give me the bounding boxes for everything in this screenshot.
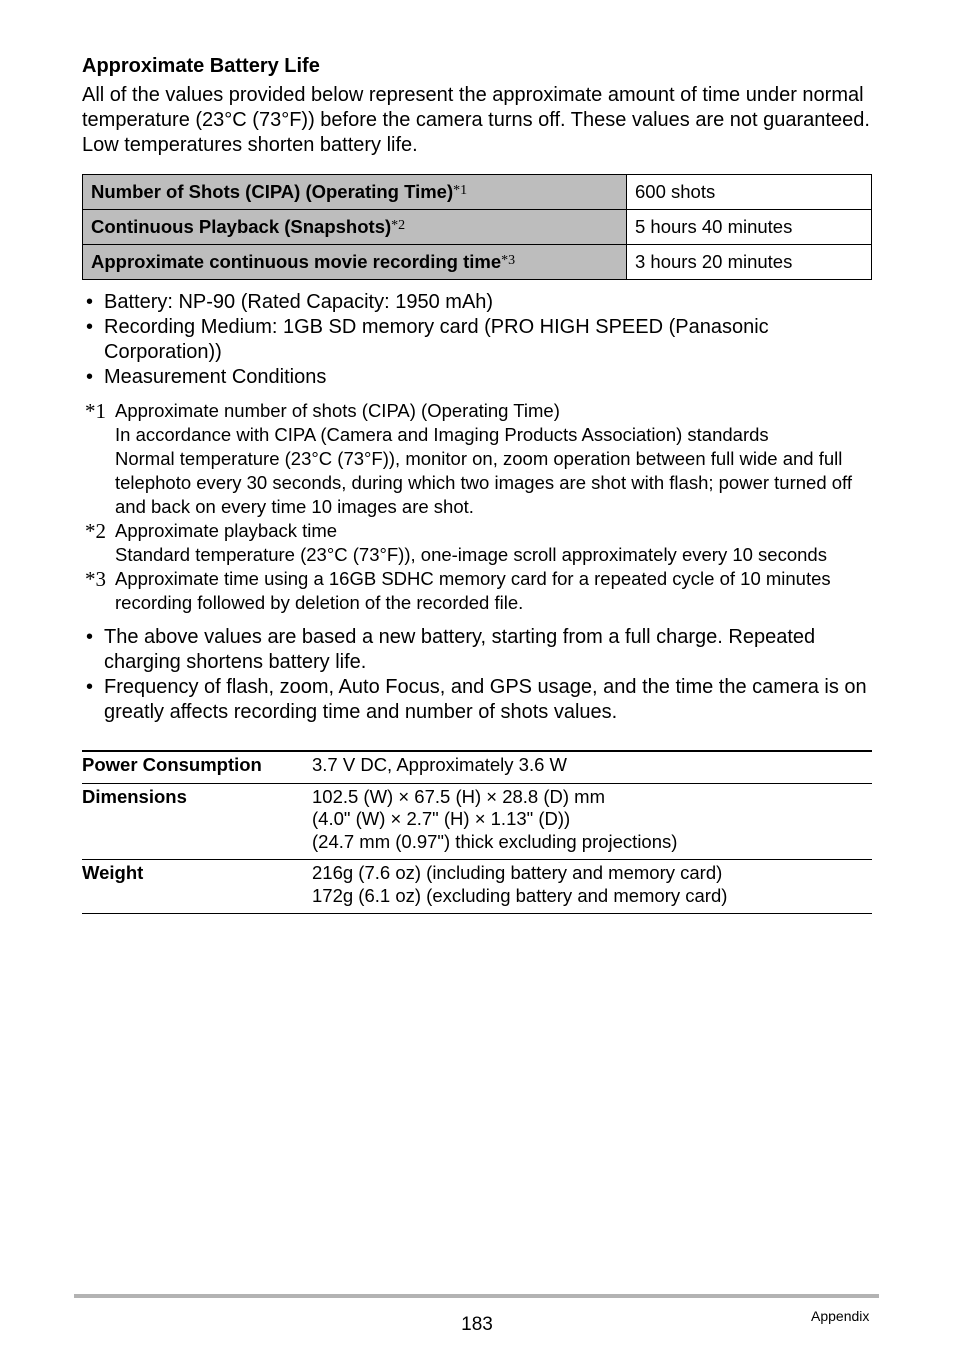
spec-value: 102.5 (W) × 67.5 (H) × 28.8 (D) mm (4.0" (W) × 2.7" (H) × 1.13" (D)) (24.7 mm (0.97") thick excluding projections) (312, 785, 678, 852)
list-item: • Recording Medium: 1GB SD memory card (PRO HIGH SPEED (Panasonic Corporation)) (82, 315, 882, 365)
table-row (83, 175, 872, 210)
page-number: 183 (461, 1314, 493, 1335)
section-heading: Approximate Battery Life (82, 55, 320, 77)
section-label: Appendix (811, 1308, 870, 1324)
battery-life-table (82, 174, 872, 280)
row-label: Continuous Playback (Snapshots)$^{*2}$ (83, 210, 627, 245)
footer-divider (74, 1294, 879, 1298)
remarks-list (82, 625, 882, 725)
row-label: Approximate continuous movie recording time$^{*3}$ (83, 245, 627, 280)
spec-row (82, 860, 872, 914)
row-value: 3 hours 20 minutes (627, 245, 872, 280)
footnote: *3 Approximate time using a 16GB SDHC memory card for a repeated cycle of 10 minutes recording followed by deletion of the recorded file. (85, 567, 831, 613)
specifications-table (82, 750, 872, 914)
spec-name: Dimensions (82, 785, 187, 807)
spec-name: Weight (82, 862, 144, 883)
spec-name: Power Consumption (82, 754, 262, 775)
footnote-ref: *2 (391, 218, 406, 233)
footnote: *2 Approximate playback time Standard temperature (23°C (73°F)), one-image scroll approximately every 10 seconds (85, 519, 827, 565)
list-item: • Battery: NP-90 (Rated Capacity: 1950 mAh) (82, 290, 882, 315)
intro-paragraph: All of the values provided below represent the approximate amount of time under normal temperature (23°C (73°F)) before the camera turns off. These values are not guaranteed. Low temperatures shorten battery life. (82, 84, 870, 156)
footnote-mark: *3 (85, 567, 106, 591)
spec-row (82, 784, 872, 861)
list-item: • Measurement Conditions (82, 365, 882, 390)
spec-row (82, 752, 872, 784)
table-row (83, 245, 872, 280)
list-item: • Frequency of flash, zoom, Auto Focus, and GPS usage, and the time the camera is on greatly affects recording time and number of shots values. (82, 675, 882, 725)
list-item: • The above values are based a new battery, starting from a full charge. Repeated charging shortens battery life. (82, 625, 882, 675)
row-label: Number of Shots (CIPA) (Operating Time)$^{*1}$ (83, 175, 627, 210)
row-value: 5 hours 40 minutes (627, 210, 872, 245)
spec-value: 3.7 V DC, Approximately 3.6 W (312, 754, 567, 775)
footnote-ref: *3 (501, 253, 516, 268)
spec-value: 216g (7.6 oz) (including battery and memory card) 172g (6.1 oz) (excluding battery and memory card) (312, 862, 728, 906)
footnotes (82, 399, 882, 615)
row-value: 600 shots (627, 175, 872, 210)
table-row (83, 210, 872, 245)
conditions-list (82, 290, 882, 390)
footnote-mark: *1 (85, 399, 106, 423)
footnote-mark: *2 (85, 519, 106, 543)
footnote: *1 Approximate number of shots (CIPA) (Operating Time) In accordance with CIPA (Camera and Imaging Products Association) standards Normal temperature (23°C (73°F)), monitor on, zoom operation between full wide and full telephoto every 30 seconds, during which two images are shot with flash; power turned off and back on every time 10 images are shot. (85, 399, 852, 517)
footnote-ref: *1 (453, 183, 468, 198)
